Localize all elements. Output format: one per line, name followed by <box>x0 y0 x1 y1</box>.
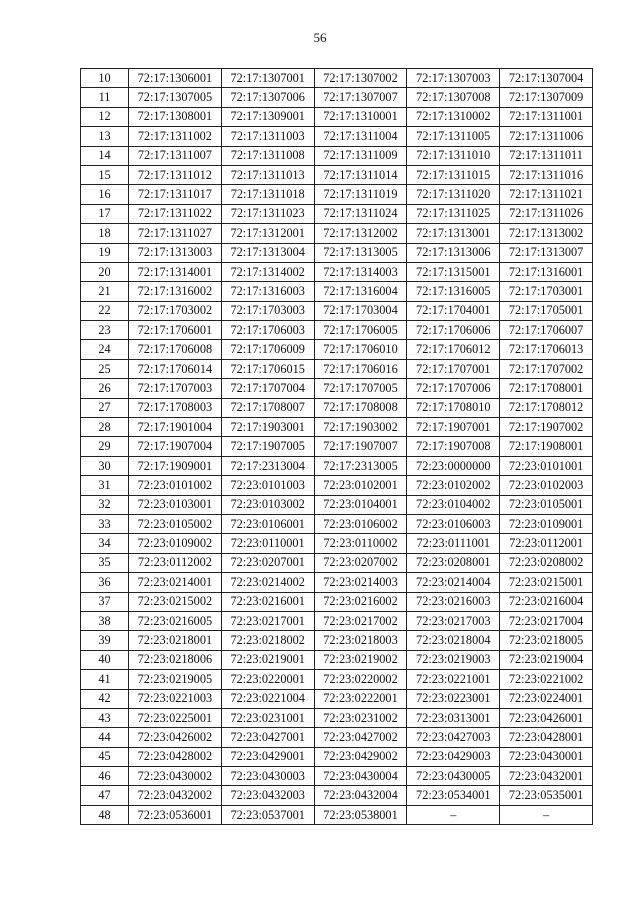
cadastral-number-cell: 72:17:1706001 <box>129 321 222 340</box>
cadastral-number-cell: 72:17:1708003 <box>129 398 222 417</box>
cadastral-number-cell: 72:23:0218003 <box>314 631 407 650</box>
cadastral-number-cell: – <box>407 805 500 824</box>
cadastral-number-cell: 72:23:0428002 <box>129 747 222 766</box>
cadastral-number-cell: 72:23:0313001 <box>407 708 500 727</box>
cadastral-number-cell: 72:17:1307008 <box>407 88 500 107</box>
cadastral-number-cell: 72:23:0432004 <box>314 786 407 805</box>
cadastral-number-cell: 72:23:0214003 <box>314 573 407 592</box>
table-row <box>81 262 593 281</box>
cadastral-number-cell: 72:17:1907002 <box>500 418 593 437</box>
cadastral-number-cell: 72:17:1706008 <box>129 340 222 359</box>
cadastral-number-cell: 72:23:0216004 <box>500 592 593 611</box>
table-row <box>81 107 593 126</box>
cadastral-number-cell: – <box>500 805 593 824</box>
cadastral-number-cell: 72:17:1703003 <box>221 301 314 320</box>
cadastral-number-cell: 72:17:1311012 <box>129 165 222 184</box>
cadastral-number-cell: 72:17:1307009 <box>500 88 593 107</box>
table-row <box>81 553 593 572</box>
cadastral-number-cell: 72:17:1703002 <box>129 301 222 320</box>
cadastral-number-cell: 72:17:1311002 <box>129 127 222 146</box>
cadastral-number-cell: 72:17:1315001 <box>407 262 500 281</box>
cadastral-number-cell: 72:23:0430005 <box>407 767 500 786</box>
cadastral-number-cell: 72:17:1311015 <box>407 165 500 184</box>
cadastral-number-cell: 72:17:1311007 <box>129 146 222 165</box>
cadastral-number-cell: 72:17:1907008 <box>407 437 500 456</box>
cadastral-number-cell: 72:23:0219004 <box>500 650 593 669</box>
cadastral-number-cell: 72:23:0432003 <box>221 786 314 805</box>
cadastral-number-cell: 72:17:1313007 <box>500 243 593 262</box>
cadastral-number-cell: 72:17:1708010 <box>407 398 500 417</box>
table-row <box>81 650 593 669</box>
cadastral-number-cell: 72:17:1704001 <box>407 301 500 320</box>
cadastral-number-cell: 72:23:0217003 <box>407 611 500 630</box>
cadastral-number-cell: 72:23:0106003 <box>407 514 500 533</box>
cadastral-number-cell: 72:23:0427002 <box>314 728 407 747</box>
cadastral-number-cell: 72:23:0223001 <box>407 689 500 708</box>
cadastral-number-cell: 72:17:1903002 <box>314 418 407 437</box>
cadastral-number-cell: 72:23:0214002 <box>221 573 314 592</box>
cadastral-number-cell: 72:17:1907007 <box>314 437 407 456</box>
cadastral-number-cell: 72:17:1707005 <box>314 379 407 398</box>
table-row <box>81 398 593 417</box>
row-number-cell: 20 <box>81 262 129 281</box>
cadastral-number-cell: 72:23:0428001 <box>500 728 593 747</box>
cadastral-number-cell: 72:17:1311009 <box>314 146 407 165</box>
cadastral-number-cell: 72:23:0216002 <box>314 592 407 611</box>
cadastral-number-cell: 72:23:0101001 <box>500 456 593 475</box>
cadastral-number-cell: 72:23:0217004 <box>500 611 593 630</box>
cadastral-number-cell: 72:23:0430003 <box>221 767 314 786</box>
cadastral-number-cell: 72:17:1311019 <box>314 185 407 204</box>
row-number-cell: 15 <box>81 165 129 184</box>
table-row <box>81 359 593 378</box>
table-row <box>81 282 593 301</box>
cadastral-number-cell: 72:17:1908001 <box>500 437 593 456</box>
row-number-cell: 47 <box>81 786 129 805</box>
cadastral-number-cell: 72:23:0225001 <box>129 708 222 727</box>
cadastral-number-cell: 72:23:0110002 <box>314 534 407 553</box>
cadastral-number-cell: 72:17:1703004 <box>314 301 407 320</box>
cadastral-number-cell: 72:23:0102001 <box>314 476 407 495</box>
cadastral-number-cell: 72:17:1708001 <box>500 379 593 398</box>
table-row <box>81 728 593 747</box>
table-row <box>81 437 593 456</box>
cadastral-number-cell: 72:23:0430004 <box>314 767 407 786</box>
cadastral-number-cell: 72:23:0218006 <box>129 650 222 669</box>
cadastral-number-cell: 72:17:1707002 <box>500 359 593 378</box>
cadastral-number-cell: 72:17:1307004 <box>500 69 593 88</box>
cadastral-number-cell: 72:17:1706006 <box>407 321 500 340</box>
cadastral-number-cell: 72:23:0112002 <box>129 553 222 572</box>
cadastral-number-cell: 72:17:1311005 <box>407 127 500 146</box>
row-number-cell: 23 <box>81 321 129 340</box>
cadastral-number-cell: 72:23:0101002 <box>129 476 222 495</box>
row-number-cell: 21 <box>81 282 129 301</box>
cadastral-number-cell: 72:17:1708012 <box>500 398 593 417</box>
cadastral-number-cell: 72:17:1706003 <box>221 321 314 340</box>
row-number-cell: 36 <box>81 573 129 592</box>
cadastral-number-cell: 72:23:0432001 <box>500 767 593 786</box>
cadastral-number-cell: 72:17:1311008 <box>221 146 314 165</box>
cadastral-number-cell: 72:23:0214001 <box>129 573 222 592</box>
cadastral-number-cell: 72:17:1316003 <box>221 282 314 301</box>
cadastral-number-cell: 72:17:1708007 <box>221 398 314 417</box>
table-row <box>81 418 593 437</box>
row-number-cell: 30 <box>81 456 129 475</box>
cadastral-number-cell: 72:17:1307005 <box>129 88 222 107</box>
cadastral-number-cell: 72:17:1316005 <box>407 282 500 301</box>
cadastral-number-cell: 72:17:1707001 <box>407 359 500 378</box>
cadastral-number-cell: 72:17:1907001 <box>407 418 500 437</box>
row-number-cell: 42 <box>81 689 129 708</box>
cadastral-number-cell: 72:17:1311003 <box>221 127 314 146</box>
cadastral-number-cell: 72:23:0104001 <box>314 495 407 514</box>
row-number-cell: 18 <box>81 224 129 243</box>
row-number-cell: 10 <box>81 69 129 88</box>
cadastral-number-cell: 72:17:1313001 <box>407 224 500 243</box>
cadastral-number-cell: 72:17:1311024 <box>314 204 407 223</box>
cadastral-number-cell: 72:23:0220001 <box>221 670 314 689</box>
cadastral-number-cell: 72:17:1313006 <box>407 243 500 262</box>
cadastral-number-cell: 72:17:1316004 <box>314 282 407 301</box>
table-body <box>81 69 593 825</box>
cadastral-number-cell: 72:17:1311018 <box>221 185 314 204</box>
table-row <box>81 379 593 398</box>
cadastral-number-cell: 72:23:0222001 <box>314 689 407 708</box>
table-row <box>81 805 593 824</box>
row-number-cell: 35 <box>81 553 129 572</box>
table-row <box>81 670 593 689</box>
table-row <box>81 514 593 533</box>
cadastral-number-cell: 72:23:0224001 <box>500 689 593 708</box>
row-number-cell: 25 <box>81 359 129 378</box>
cadastral-number-cell: 72:17:1314002 <box>221 262 314 281</box>
cadastral-number-cell: 72:17:1313002 <box>500 224 593 243</box>
cadastral-number-cell: 72:17:1311022 <box>129 204 222 223</box>
cadastral-number-cell: 72:17:1707003 <box>129 379 222 398</box>
row-number-cell: 38 <box>81 611 129 630</box>
row-number-cell: 48 <box>81 805 129 824</box>
cadastral-number-cell: 72:17:1909001 <box>129 456 222 475</box>
cadastral-number-cell: 72:17:1307006 <box>221 88 314 107</box>
table-row <box>81 127 593 146</box>
cadastral-number-cell: 72:17:1306001 <box>129 69 222 88</box>
page-number: 56 <box>313 30 327 45</box>
cadastral-number-cell: 72:23:0427001 <box>221 728 314 747</box>
cadastral-number-cell: 72:23:0432002 <box>129 786 222 805</box>
cadastral-number-cell: 72:17:1310001 <box>314 107 407 126</box>
cadastral-number-cell: 72:17:1313005 <box>314 243 407 262</box>
cadastral-number-cell: 72:17:1903001 <box>221 418 314 437</box>
cadastral-number-cell: 72:23:0103001 <box>129 495 222 514</box>
cadastral-number-cell: 72:23:0430001 <box>500 747 593 766</box>
row-number-cell: 34 <box>81 534 129 553</box>
cadastral-number-cell: 72:17:1311023 <box>221 204 314 223</box>
table-row <box>81 243 593 262</box>
cadastral-number-cell: 72:23:0535001 <box>500 786 593 805</box>
cadastral-number-cell: 72:17:1708008 <box>314 398 407 417</box>
table-row <box>81 631 593 650</box>
cadastral-number-cell: 72:17:1706014 <box>129 359 222 378</box>
cadastral-number-cell: 72:17:1705001 <box>500 301 593 320</box>
cadastral-number-cell: 72:23:0219003 <box>407 650 500 669</box>
table-row <box>81 224 593 243</box>
table-row <box>81 340 593 359</box>
cadastral-number-cell: 72:17:1311006 <box>500 127 593 146</box>
row-number-cell: 28 <box>81 418 129 437</box>
cadastral-number-cell: 72:23:0105002 <box>129 514 222 533</box>
cadastral-number-cell: 72:17:2313005 <box>314 456 407 475</box>
cadastral-number-cell: 72:17:1907004 <box>129 437 222 456</box>
table-row <box>81 534 593 553</box>
row-number-cell: 22 <box>81 301 129 320</box>
cadastral-number-cell: 72:17:1311026 <box>500 204 593 223</box>
cadastral-number-cell: 72:23:0430002 <box>129 767 222 786</box>
cadastral-number-cell: 72:17:1312001 <box>221 224 314 243</box>
cadastral-number-cell: 72:23:0221001 <box>407 670 500 689</box>
cadastral-number-cell: 72:23:0102002 <box>407 476 500 495</box>
row-number-cell: 32 <box>81 495 129 514</box>
cadastral-number-cell: 72:23:0208002 <box>500 553 593 572</box>
cadastral-number-cell: 72:17:1907005 <box>221 437 314 456</box>
cadastral-number-cell: 72:17:1316001 <box>500 262 593 281</box>
row-number-cell: 16 <box>81 185 129 204</box>
cadastral-number-cell: 72:17:1307001 <box>221 69 314 88</box>
cadastral-number-cell: 72:23:0429002 <box>314 747 407 766</box>
table-row <box>81 69 593 88</box>
table-row <box>81 88 593 107</box>
cadastral-number-cell: 72:23:0109001 <box>500 514 593 533</box>
cadastral-number-cell: 72:23:0221004 <box>221 689 314 708</box>
table-row <box>81 495 593 514</box>
cadastral-number-cell: 72:23:0106001 <box>221 514 314 533</box>
cadastral-number-cell: 72:23:0216001 <box>221 592 314 611</box>
cadastral-number-cell: 72:17:1706007 <box>500 321 593 340</box>
cadastral-number-cell: 72:17:1706010 <box>314 340 407 359</box>
cadastral-number-cell: 72:17:1706016 <box>314 359 407 378</box>
cadastral-number-cell: 72:23:0219005 <box>129 670 222 689</box>
cadastral-number-cell: 72:17:1311027 <box>129 224 222 243</box>
cadastral-number-cell: 72:23:0207001 <box>221 553 314 572</box>
cadastral-number-cell: 72:17:1311016 <box>500 165 593 184</box>
cadastral-number-cell: 72:23:0427003 <box>407 728 500 747</box>
row-number-cell: 40 <box>81 650 129 669</box>
cadastral-number-cell: 72:17:1307003 <box>407 69 500 88</box>
cadastral-number-cell: 72:23:0207002 <box>314 553 407 572</box>
cadastral-number-cell: 72:23:0221002 <box>500 670 593 689</box>
cadastral-number-cell: 72:23:0112001 <box>500 534 593 553</box>
table-row <box>81 689 593 708</box>
cadastral-number-cell: 72:23:0537001 <box>221 805 314 824</box>
cadastral-number-cell: 72:17:1313003 <box>129 243 222 262</box>
cadastral-number-cell: 72:23:0208001 <box>407 553 500 572</box>
cadastral-number-cell: 72:17:1314001 <box>129 262 222 281</box>
table-row <box>81 767 593 786</box>
table-row <box>81 165 593 184</box>
row-number-cell: 26 <box>81 379 129 398</box>
cadastral-number-cell: 72:23:0215001 <box>500 573 593 592</box>
table-row <box>81 146 593 165</box>
table-row <box>81 573 593 592</box>
cadastral-number-cell: 72:23:0105001 <box>500 495 593 514</box>
cadastral-number-cell: 72:23:0221003 <box>129 689 222 708</box>
cadastral-number-cell: 72:17:2313004 <box>221 456 314 475</box>
table-row <box>81 747 593 766</box>
cadastral-number-cell: 72:17:1307002 <box>314 69 407 88</box>
row-number-cell: 27 <box>81 398 129 417</box>
cadastral-number-cell: 72:17:1311010 <box>407 146 500 165</box>
cadastral-number-cell: 72:17:1311004 <box>314 127 407 146</box>
cadastral-number-cell: 72:17:1307007 <box>314 88 407 107</box>
table-row <box>81 204 593 223</box>
row-number-cell: 41 <box>81 670 129 689</box>
row-number-cell: 44 <box>81 728 129 747</box>
cadastral-number-cell: 72:17:1312002 <box>314 224 407 243</box>
row-number-cell: 13 <box>81 127 129 146</box>
cadastral-number-cell: 72:17:1703001 <box>500 282 593 301</box>
cadastral-number-cell: 72:23:0220002 <box>314 670 407 689</box>
cadastral-number-cell: 72:23:0534001 <box>407 786 500 805</box>
cadastral-number-cell: 72:17:1309001 <box>221 107 314 126</box>
cadastral-number-cell: 72:17:1308001 <box>129 107 222 126</box>
cadastral-number-cell: 72:17:1707006 <box>407 379 500 398</box>
cadastral-number-cell: 72:17:1706005 <box>314 321 407 340</box>
row-number-cell: 31 <box>81 476 129 495</box>
cadastral-number-cell: 72:23:0102003 <box>500 476 593 495</box>
cadastral-number-cell: 72:17:1310002 <box>407 107 500 126</box>
cadastral-number-cell: 72:23:0104002 <box>407 495 500 514</box>
cadastral-number-cell: 72:23:0219002 <box>314 650 407 669</box>
cadastral-number-cell: 72:17:1313004 <box>221 243 314 262</box>
table-row <box>81 592 593 611</box>
cadastral-number-cell: 72:17:1311017 <box>129 185 222 204</box>
cadastral-number-cell: 72:23:0000000 <box>407 456 500 475</box>
cadastral-number-cell: 72:17:1707004 <box>221 379 314 398</box>
cadastral-number-cell: 72:17:1314003 <box>314 262 407 281</box>
cadastral-number-cell: 72:23:0218001 <box>129 631 222 650</box>
cadastral-number-cell: 72:17:1311011 <box>500 146 593 165</box>
cadastral-number-cell: 72:23:0217002 <box>314 611 407 630</box>
cadastral-number-cell: 72:23:0109002 <box>129 534 222 553</box>
cadastral-number-cell: 72:17:1311025 <box>407 204 500 223</box>
cadastral-number-cell: 72:23:0231002 <box>314 708 407 727</box>
cadastral-number-cell: 72:17:1706013 <box>500 340 593 359</box>
row-number-cell: 11 <box>81 88 129 107</box>
cadastral-numbers-table <box>80 68 593 825</box>
row-number-cell: 12 <box>81 107 129 126</box>
table-row <box>81 321 593 340</box>
row-number-cell: 37 <box>81 592 129 611</box>
cadastral-number-cell: 72:17:1311021 <box>500 185 593 204</box>
cadastral-number-cell: 72:23:0429001 <box>221 747 314 766</box>
row-number-cell: 33 <box>81 514 129 533</box>
cadastral-number-cell: 72:23:0106002 <box>314 514 407 533</box>
cadastral-number-cell: 72:23:0218005 <box>500 631 593 650</box>
cadastral-number-cell: 72:23:0426001 <box>500 708 593 727</box>
cadastral-number-cell: 72:23:0219001 <box>221 650 314 669</box>
cadastral-number-cell: 72:23:0218002 <box>221 631 314 650</box>
cadastral-number-cell: 72:23:0110001 <box>221 534 314 553</box>
table-row <box>81 185 593 204</box>
row-number-cell: 43 <box>81 708 129 727</box>
cadastral-number-cell: 72:23:0216003 <box>407 592 500 611</box>
table-row <box>81 476 593 495</box>
row-number-cell: 24 <box>81 340 129 359</box>
cadastral-number-cell: 72:17:1311013 <box>221 165 314 184</box>
cadastral-number-cell: 72:17:1311001 <box>500 107 593 126</box>
cadastral-number-cell: 72:17:1706009 <box>221 340 314 359</box>
row-number-cell: 29 <box>81 437 129 456</box>
table-row <box>81 786 593 805</box>
cadastral-number-cell: 72:23:0231001 <box>221 708 314 727</box>
cadastral-number-cell: 72:23:0217001 <box>221 611 314 630</box>
row-number-cell: 39 <box>81 631 129 650</box>
row-number-cell: 14 <box>81 146 129 165</box>
cadastral-number-cell: 72:17:1311020 <box>407 185 500 204</box>
cadastral-number-cell: 72:17:1311014 <box>314 165 407 184</box>
cadastral-number-cell: 72:23:0429003 <box>407 747 500 766</box>
row-number-cell: 46 <box>81 767 129 786</box>
table-row <box>81 301 593 320</box>
cadastral-number-cell: 72:17:1901004 <box>129 418 222 437</box>
cadastral-number-cell: 72:17:1316002 <box>129 282 222 301</box>
row-number-cell: 19 <box>81 243 129 262</box>
cadastral-number-cell: 72:17:1706012 <box>407 340 500 359</box>
row-number-cell: 17 <box>81 204 129 223</box>
cadastral-number-cell: 72:23:0101003 <box>221 476 314 495</box>
table-row <box>81 611 593 630</box>
cadastral-number-cell: 72:23:0218004 <box>407 631 500 650</box>
cadastral-number-cell: 72:23:0426002 <box>129 728 222 747</box>
cadastral-number-cell: 72:23:0216005 <box>129 611 222 630</box>
cadastral-number-cell: 72:23:0215002 <box>129 592 222 611</box>
cadastral-number-cell: 72:23:0111001 <box>407 534 500 553</box>
row-number-cell: 45 <box>81 747 129 766</box>
cadastral-number-cell: 72:23:0538001 <box>314 805 407 824</box>
cadastral-number-cell: 72:23:0214004 <box>407 573 500 592</box>
cadastral-number-cell: 72:23:0103002 <box>221 495 314 514</box>
cadastral-number-cell: 72:17:1706015 <box>221 359 314 378</box>
cadastral-number-cell: 72:23:0536001 <box>129 805 222 824</box>
table-row <box>81 456 593 475</box>
table-row <box>81 708 593 727</box>
